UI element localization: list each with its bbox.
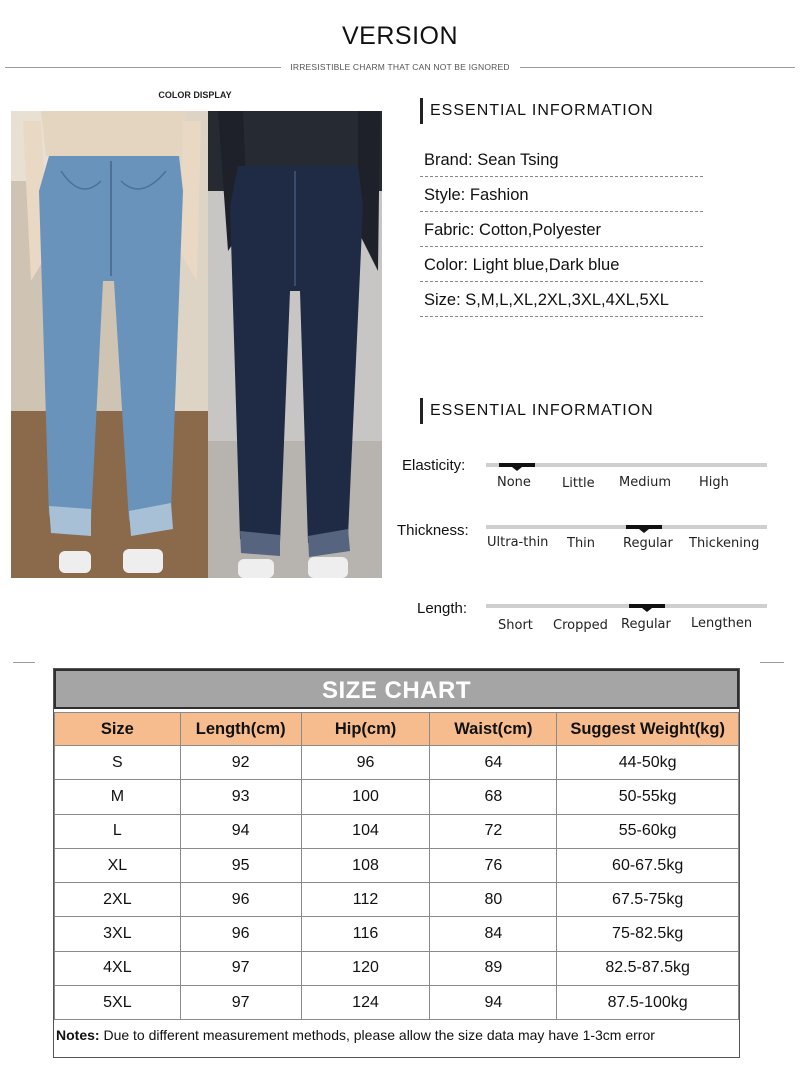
table-row: [55, 780, 739, 814]
table-cell: 97: [180, 986, 301, 1020]
info-key: Color:: [424, 256, 469, 274]
table-cell: 3XL: [55, 917, 181, 951]
table-cell: 60-67.5kg: [557, 848, 739, 882]
info-value: Cotton,Polyester: [479, 221, 602, 239]
info-key: Size:: [424, 291, 461, 309]
length-marker: [629, 604, 665, 608]
essential-info-heading: ESSENTIAL INFORMATION: [420, 98, 654, 124]
table-header-row: [55, 713, 739, 746]
tagline: IRRESISTIBLE CHARM THAT CAN NOT BE IGNORED: [290, 62, 510, 72]
table-cell: 64: [430, 746, 557, 780]
info-key: Style:: [424, 186, 466, 204]
length-option: Lengthen: [691, 616, 753, 631]
info-row-color: [420, 247, 703, 282]
table-cell: 5XL: [55, 986, 181, 1020]
elasticity-option: None: [497, 475, 531, 490]
table-cell: S: [55, 746, 181, 780]
info-value: Sean Tsing: [477, 151, 559, 169]
divider: [13, 662, 35, 663]
table-row: [55, 746, 739, 780]
info-key: Brand:: [424, 151, 473, 169]
table-cell: 80: [430, 883, 557, 917]
elasticity-marker: [499, 463, 535, 467]
table-cell: 92: [180, 746, 301, 780]
table-cell: XL: [55, 848, 181, 882]
table-cell: 96: [301, 746, 430, 780]
info-value: Fashion: [469, 186, 529, 204]
table-cell: 75-82.5kg: [557, 917, 739, 951]
table-cell: L: [55, 814, 181, 848]
length-option: Short: [498, 618, 533, 633]
table-cell: 4XL: [55, 951, 181, 985]
length-track: [486, 604, 767, 608]
length-option: Regular: [621, 617, 671, 632]
elasticity-option: Little: [562, 476, 595, 491]
info-value: Light blue,Dark blue: [472, 256, 620, 274]
info-row-fabric: [420, 212, 703, 247]
table-cell: 89: [430, 951, 557, 985]
table-cell: 67.5-75kg: [557, 883, 739, 917]
table-cell: 44-50kg: [557, 746, 739, 780]
thickness-label: Thickness:: [397, 522, 469, 539]
column-header: Suggest Weight(kg): [557, 713, 739, 746]
table-row: [55, 917, 739, 951]
table-row: [55, 848, 739, 882]
table-cell: 50-55kg: [557, 780, 739, 814]
thickness-option: Thickening: [689, 536, 760, 551]
table-cell: 95: [180, 848, 301, 882]
info-row-brand: [420, 142, 703, 177]
page-title: VERSION: [341, 22, 459, 50]
column-header: Length(cm): [180, 713, 301, 746]
table-cell: 96: [180, 883, 301, 917]
table-cell: 87.5-100kg: [557, 986, 739, 1020]
column-header: Waist(cm): [430, 713, 557, 746]
table-row: [55, 883, 739, 917]
table-cell: 68: [430, 780, 557, 814]
table-cell: 76: [430, 848, 557, 882]
notes-label: Notes:: [56, 1027, 100, 1043]
elasticity-option: Medium: [619, 475, 671, 490]
table-cell: 112: [301, 883, 430, 917]
table-cell: 104: [301, 814, 430, 848]
light-blue-jeans-photo: [11, 111, 208, 578]
divider: [760, 662, 784, 663]
dark-blue-jeans-photo: [208, 111, 382, 578]
table-cell: 108: [301, 848, 430, 882]
thickness-option: Ultra-thin: [487, 535, 549, 550]
table-cell: 2XL: [55, 883, 181, 917]
info-value: S,M,L,XL,2XL,3XL,4XL,5XL: [465, 291, 669, 309]
elasticity-label: Elasticity:: [402, 457, 466, 474]
length-label: Length:: [417, 600, 468, 617]
table-row: [55, 814, 739, 848]
table-cell: 55-60kg: [557, 814, 739, 848]
table-cell: 93: [180, 780, 301, 814]
column-header: Hip(cm): [301, 713, 430, 746]
column-header: Size: [55, 713, 181, 746]
size-notes: [56, 1027, 655, 1043]
table-cell: 94: [180, 814, 301, 848]
table-row: [55, 986, 739, 1020]
info-row-size: [420, 282, 703, 317]
table-cell: 100: [301, 780, 430, 814]
table-cell: 72: [430, 814, 557, 848]
attributes-heading: ESSENTIAL INFORMATION: [420, 398, 654, 424]
table-cell: 97: [180, 951, 301, 985]
table-cell: 96: [180, 917, 301, 951]
size-chart-title: SIZE CHART: [54, 669, 739, 709]
thickness-option: Regular: [623, 536, 673, 551]
info-key: Fabric:: [424, 221, 475, 239]
info-row-style: [420, 177, 703, 212]
notes-text: Due to different measurement methods, please allow the size data may have 1-3cm error: [99, 1027, 655, 1043]
table-cell: M: [55, 780, 181, 814]
table-cell: 124: [301, 986, 430, 1020]
table-cell: 94: [430, 986, 557, 1020]
table-cell: 120: [301, 951, 430, 985]
thickness-marker: [626, 525, 662, 529]
table-row: [55, 951, 739, 985]
thickness-option: Thin: [567, 536, 596, 551]
color-display-label: COLOR DISPLAY: [158, 90, 232, 100]
elasticity-option: High: [699, 475, 729, 490]
table-cell: 116: [301, 917, 430, 951]
length-option: Cropped: [553, 618, 608, 633]
size-chart-table: [54, 712, 739, 1020]
table-cell: 84: [430, 917, 557, 951]
table-cell: 82.5-87.5kg: [557, 951, 739, 985]
